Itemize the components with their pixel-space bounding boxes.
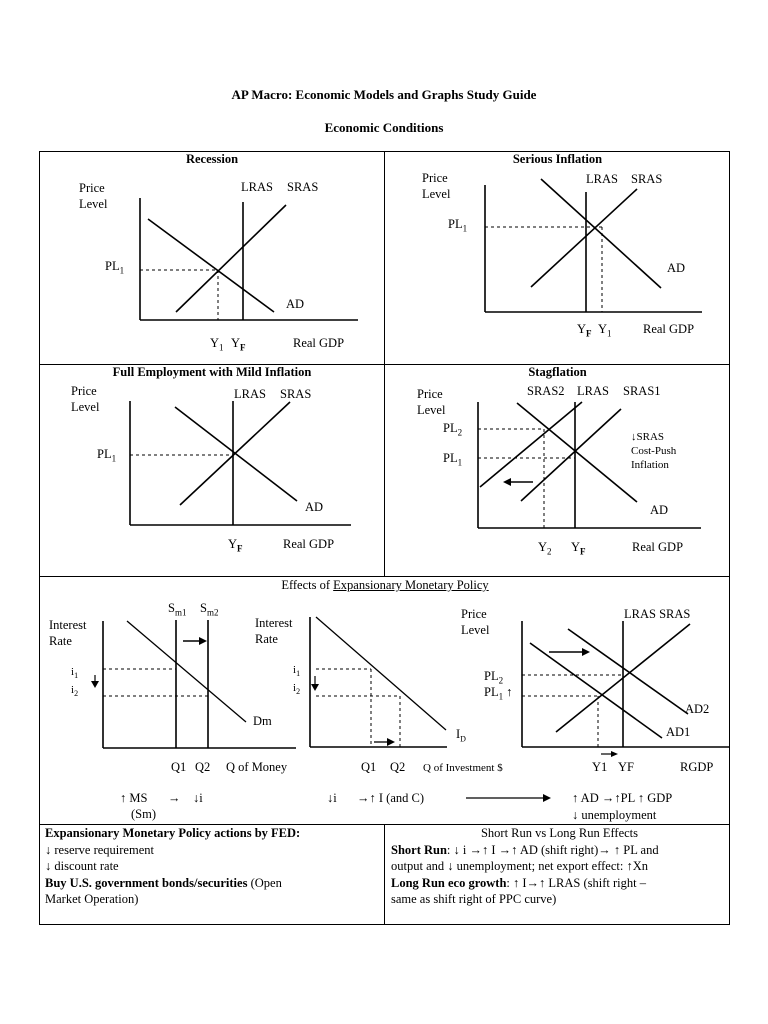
sras-label: SRAS: [280, 387, 312, 401]
money-interest-label-1: Interest: [49, 618, 87, 632]
chain-unemployment: ↓ unemployment: [572, 808, 657, 822]
inv-q1-label: Q1: [361, 760, 377, 774]
yf-label: $Y_F$: [571, 540, 586, 557]
shift-left-arrowhead: [503, 478, 511, 486]
sras-label: SRAS: [631, 172, 663, 186]
ad1-label: AD1: [666, 725, 691, 739]
full-employment-title: Full Employment with Mild Inflation: [112, 365, 312, 379]
inv-q-arrowhead: [387, 738, 395, 746]
pl2-label: $PL_2$: [443, 421, 463, 438]
full-employment-panel: [40, 365, 384, 576]
sras-line: [531, 189, 637, 287]
fed-action-discount: ↓ discount rate: [45, 859, 119, 873]
rgdp-label: RGDP: [680, 760, 714, 774]
lras-label: LRAS: [234, 387, 266, 401]
yf-label: $Y_F$: [231, 336, 246, 353]
short-run-line-2: output and ↓ unemployment; net export effect: ↑Xn: [391, 859, 649, 873]
adas-yf-label: YF: [618, 760, 634, 774]
inv-i-down-arrowhead: [311, 684, 319, 691]
q-investment-label: Q of Investment $: [423, 762, 503, 774]
dm-label: Dm: [253, 714, 272, 728]
y1-label: $Y_1$: [210, 336, 224, 353]
id-label: $I_D$: [456, 727, 466, 744]
money-q1-label: Q1: [171, 760, 187, 774]
ad1-line: [530, 643, 662, 738]
real-gdp-label: Real GDP: [293, 336, 345, 350]
price-label-1: Price: [422, 171, 448, 185]
ad-label: AD: [286, 297, 305, 311]
lras-label: LRAS: [586, 172, 618, 186]
ad-label: AD: [650, 503, 669, 517]
sras1-line: [521, 409, 621, 501]
inv-q2-label: Q2: [390, 760, 406, 774]
sras-line: [176, 205, 286, 312]
lras-label: LRAS: [577, 384, 609, 398]
sm1-label: $S_{m1}$: [168, 601, 187, 618]
col-divider-bottom: [384, 824, 385, 925]
i-down-arrowhead: [91, 681, 99, 688]
adas-pl1-label: $PL_1$ ↑: [484, 685, 513, 702]
supply-shift-arrowhead: [199, 637, 207, 645]
money-interest-label-2: Rate: [49, 634, 72, 648]
chain-sm: (Sm): [131, 807, 156, 821]
inv-interest-label-2: Rate: [255, 632, 278, 646]
money-q2-label: Q2: [195, 760, 211, 774]
chain-down-i: ↓i: [193, 791, 203, 805]
chain-arrow-1: →: [168, 791, 181, 805]
note-sras: ↓SRAS: [631, 431, 665, 443]
chain-result: ↑ AD →↑PL ↑ GDP: [572, 791, 673, 805]
pl1-label: $PL_1$: [97, 447, 117, 464]
adas-price-label-1: Price: [461, 607, 487, 621]
yf-label: $Y_F$: [577, 322, 592, 339]
page-title: AP Macro: Economic Models and Graphs Study Guide: [231, 87, 537, 102]
stagflation-title: Stagflation: [528, 365, 587, 379]
stagflation-panel: [385, 365, 730, 576]
fed-action-reserve: ↓ reserve requirement: [45, 842, 154, 857]
y2-label: $Y_2$: [538, 540, 552, 557]
long-run-line-2: same as shift right of PPC curve): [391, 892, 557, 906]
fed-action-bonds: Buy U.S. government bonds/securities (Open: [45, 875, 282, 890]
serious-inflation-panel: [385, 152, 730, 364]
price-label-2: Level: [422, 187, 451, 201]
sras1-label: SRAS1: [623, 384, 661, 398]
effects-box: [391, 825, 728, 908]
chain-long-arrowhead: [543, 794, 551, 802]
price-label-1: Price: [71, 384, 97, 398]
ad-label: AD: [305, 500, 324, 514]
short-run-line: Short Run: ↓ i →↑ I →↑ AD (shift right)→ ↑ PL and: [391, 842, 659, 857]
adas-price-label-2: Level: [461, 623, 490, 637]
pl1-label: $PL_1$: [443, 451, 463, 468]
fed-actions-box: [45, 825, 381, 908]
money-i2-label: $i_2$: [71, 684, 79, 699]
chain-up-investment: →↑ I (and C): [357, 791, 424, 805]
price-label-2: Level: [71, 400, 100, 414]
ad-line: [148, 219, 274, 312]
sras-label: SRAS: [287, 180, 319, 194]
yf-label: $Y_F$: [228, 537, 243, 554]
ad-label: AD: [667, 261, 686, 275]
adas-lras-sras-label: LRAS SRAS: [624, 607, 691, 621]
price-label-2: Level: [417, 403, 446, 417]
ad2-label: AD2: [685, 702, 710, 716]
y-shift-arrowhead: [611, 751, 618, 757]
serious-inflation-title: Serious Inflation: [512, 152, 603, 166]
ad-line: [541, 179, 661, 288]
monetary-panel: [40, 577, 730, 824]
sras2-label: SRAS2: [527, 384, 565, 398]
price-label-2: Level: [79, 197, 108, 211]
adas-y1-label: Y1: [592, 760, 608, 774]
fed-action-bonds-cont: Market Operation): [45, 892, 139, 906]
ad2-line: [568, 629, 688, 714]
page-subtitle: Economic Conditions: [324, 120, 444, 135]
price-label-1: Price: [417, 387, 443, 401]
recession-title: Recession: [185, 152, 239, 166]
id-line: [316, 617, 446, 730]
y1-label: $Y_1$: [598, 322, 612, 339]
price-label-1: Price: [79, 181, 105, 195]
real-gdp-label: Real GDP: [283, 537, 335, 551]
sm2-label: $S_{m2}$: [200, 601, 219, 618]
q-money-label: Q of Money: [226, 760, 288, 774]
inv-interest-label-1: Interest: [255, 616, 293, 630]
note-inflation: Inflation: [631, 459, 669, 471]
lras-label: LRAS: [241, 180, 273, 194]
real-gdp-label: Real GDP: [632, 540, 684, 554]
real-gdp-label: Real GDP: [643, 322, 695, 336]
long-run-line: Long Run eco growth: ↑ I→↑ LRAS (shift right –: [391, 875, 646, 890]
fed-actions-heading: Expansionary Monetary Policy actions by FED:: [45, 826, 301, 840]
chain-down-i-2: ↓i: [327, 791, 337, 805]
inv-i1-label: $i_1$: [293, 664, 301, 679]
inv-i2-label: $i_2$: [293, 682, 301, 697]
adas-pl2-label: $PL_2$: [484, 669, 504, 686]
effects-heading: Short Run vs Long Run Effects: [480, 826, 639, 840]
chain-ms: ↑ MS: [120, 791, 148, 805]
pl1-label: $PL_1$: [448, 217, 468, 234]
ad-shift-arrowhead: [582, 648, 590, 656]
pl1-label: $PL_1$: [105, 259, 125, 276]
monetary-heading: Effects of Expansionary Monetary Policy: [281, 578, 489, 592]
note-cost-push: Cost-Push: [631, 445, 677, 457]
money-i1-label: $i_1$: [71, 666, 79, 681]
dm-line: [127, 621, 246, 722]
recession-panel: [40, 152, 384, 364]
ad-line: [175, 407, 297, 501]
